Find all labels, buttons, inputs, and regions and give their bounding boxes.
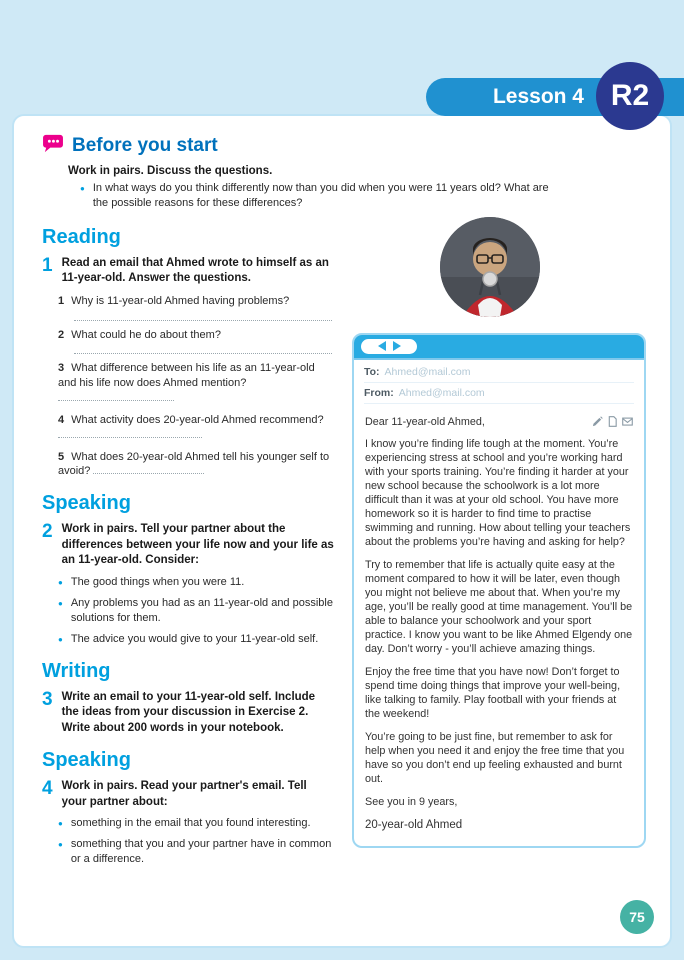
list-item-text: ● The good things when you were 11. [70, 575, 245, 588]
email-address-header [354, 360, 644, 406]
email-nav-controls [361, 339, 417, 354]
to-label: To: [364, 365, 380, 378]
reading-question-1 [58, 294, 334, 309]
question-text: What could he do about them? [71, 328, 221, 341]
unit-badge-label: R2 [610, 79, 650, 112]
exercise-3 [42, 690, 334, 737]
question-text: What does 20-year-old Ahmed tell his younger self to avoid? [58, 450, 330, 478]
page-number-badge [620, 900, 654, 934]
email-action-icons [592, 416, 633, 427]
reading-question-5 [58, 450, 334, 480]
answer-line [58, 428, 202, 438]
question-text: What difference between his life as an 11-year-old and his life now does Ahmed mention? [58, 362, 315, 390]
from-label: From: [364, 386, 394, 399]
lesson-label: Lesson 4 [492, 85, 584, 108]
question-number: 1 [58, 294, 65, 307]
exercise-2-instruction: Work in pairs. Tell your partner about the differences between your life now and your life as an 11-year-old. Consider: [61, 523, 334, 567]
question-number: 5 [58, 450, 65, 463]
email-paragraph: Try to remember that life is actually quite easy at the moment compared to how it will be later, even though you might not believe me about that. When you’re my age, you’ll be really good at time management. You’ll be able to balance your schoolwork and your sport practice. I know you want to be like Ahmed Elgendy one day. Don’t worry - you’ll achieve amazing things. [365, 558, 633, 656]
question-number: 3 [58, 362, 65, 375]
list-item-text: ● Any problems you had as an 11-year-old and possible solutions for them. [70, 596, 333, 624]
list-item-text: ● The advice you would give to your 11-year-old self. [70, 632, 319, 645]
answer-line [58, 391, 174, 401]
speech-bubble-icon [42, 134, 64, 158]
exercise-4 [42, 779, 334, 810]
email-titlebar [354, 335, 644, 360]
answer-line [74, 353, 332, 354]
exercise-2-bullets [42, 575, 334, 647]
question-number: 4 [58, 413, 65, 426]
envelope-icon [622, 416, 633, 427]
reading-heading: Reading [42, 225, 121, 248]
reading-question-2 [58, 328, 334, 343]
question-text: What activity does 20-year-old Ahmed recommend? [71, 413, 324, 426]
email-body [354, 406, 644, 847]
speaking-heading-1: Speaking [42, 492, 131, 515]
exercise-4-number: 4 [42, 778, 53, 800]
speaking-heading-2: Speaking [42, 749, 131, 772]
question-number: 2 [58, 328, 65, 341]
list-item-text: ● something that you and your partner have in common or a difference. [70, 838, 332, 865]
email-paragraph: Enjoy the free time that you have now! Don’t forget to spend time doing things that improve your well-being, like talking to family. Play football with your friends at the weekend! [365, 666, 621, 721]
email-from-row [364, 387, 634, 404]
list-item [58, 596, 334, 626]
page-content [12, 114, 672, 948]
left-column [42, 213, 334, 867]
email-window [352, 333, 646, 849]
question-text: Why is 11-year-old Ahmed having problems? [71, 294, 290, 307]
writing-heading: Writing [42, 659, 111, 682]
exercise-1 [42, 256, 334, 287]
exercise-1-number: 1 [42, 254, 53, 276]
forward-icon [393, 341, 401, 351]
list-item-text: ● something in the email that you found interesting. [70, 817, 311, 830]
to-value: Ahmed@mail.com [384, 365, 471, 378]
exercise-4-bullets [42, 816, 334, 867]
right-column [352, 213, 646, 867]
email-paragraph: I know you’re finding life tough at the moment. You’re experiencing stress at school and you’re working hard with your sports training. You’re finding it harder at your new school because the schoolwork is a lot more difficult than it was at your old school. You have more homework so it is harder to find time to practise swimming and running. How about telling your teachers about the problems you’re having and asking for help? [365, 437, 631, 548]
before-you-start-title: Before you start [72, 135, 218, 156]
page-number: 75 [629, 909, 645, 925]
exercise-2 [42, 522, 334, 569]
athlete-photo [440, 217, 540, 317]
before-you-start-section [42, 134, 646, 211]
before-bullet-text: ● In what ways do you think differently now than you did when you were 11 years old? What are the possible reasons for these differences? [92, 182, 549, 209]
answer-line [74, 320, 332, 321]
exercise-1-instruction: Read an email that Ahmed wrote to himself as an 11-year-old. Answer the questions. [61, 256, 329, 285]
list-item [58, 632, 334, 647]
before-bullet [80, 181, 558, 211]
exercise-3-instruction: Write an email to your 11-year-old self. Include the ideas from your discussion in Exercise 2. Write about 200 words in your notebook. [61, 690, 316, 734]
exercise-2-number: 2 [42, 521, 53, 543]
before-instruction: Work in pairs. Discuss the questions. [68, 165, 273, 177]
exercise-3-number: 3 [42, 688, 53, 710]
reading-question-3 [58, 361, 334, 406]
list-item [58, 575, 334, 590]
pencil-icon [592, 416, 603, 427]
list-item [58, 837, 334, 867]
email-paragraph: You’re going to be just fine, but remember to ask for help when you need it and enjoy the free time that you have so you don’t end up feeling exhausted and burnt out. [365, 731, 625, 786]
exercise-4-instruction: Work in pairs. Read your partner's email. Tell your partner about: [61, 780, 307, 808]
email-signature: 20-year-old Ahmed [365, 819, 463, 832]
back-icon [378, 341, 386, 351]
document-icon [607, 416, 618, 427]
email-greeting: Dear 11-year-old Ahmed, [365, 415, 485, 428]
from-value: Ahmed@mail.com [398, 386, 485, 399]
email-signoff: See you in 9 years, [365, 796, 458, 809]
unit-badge [596, 62, 664, 130]
answer-line [93, 464, 203, 474]
list-item [58, 816, 334, 831]
email-to-row [364, 366, 634, 383]
reading-question-4 [58, 413, 334, 443]
